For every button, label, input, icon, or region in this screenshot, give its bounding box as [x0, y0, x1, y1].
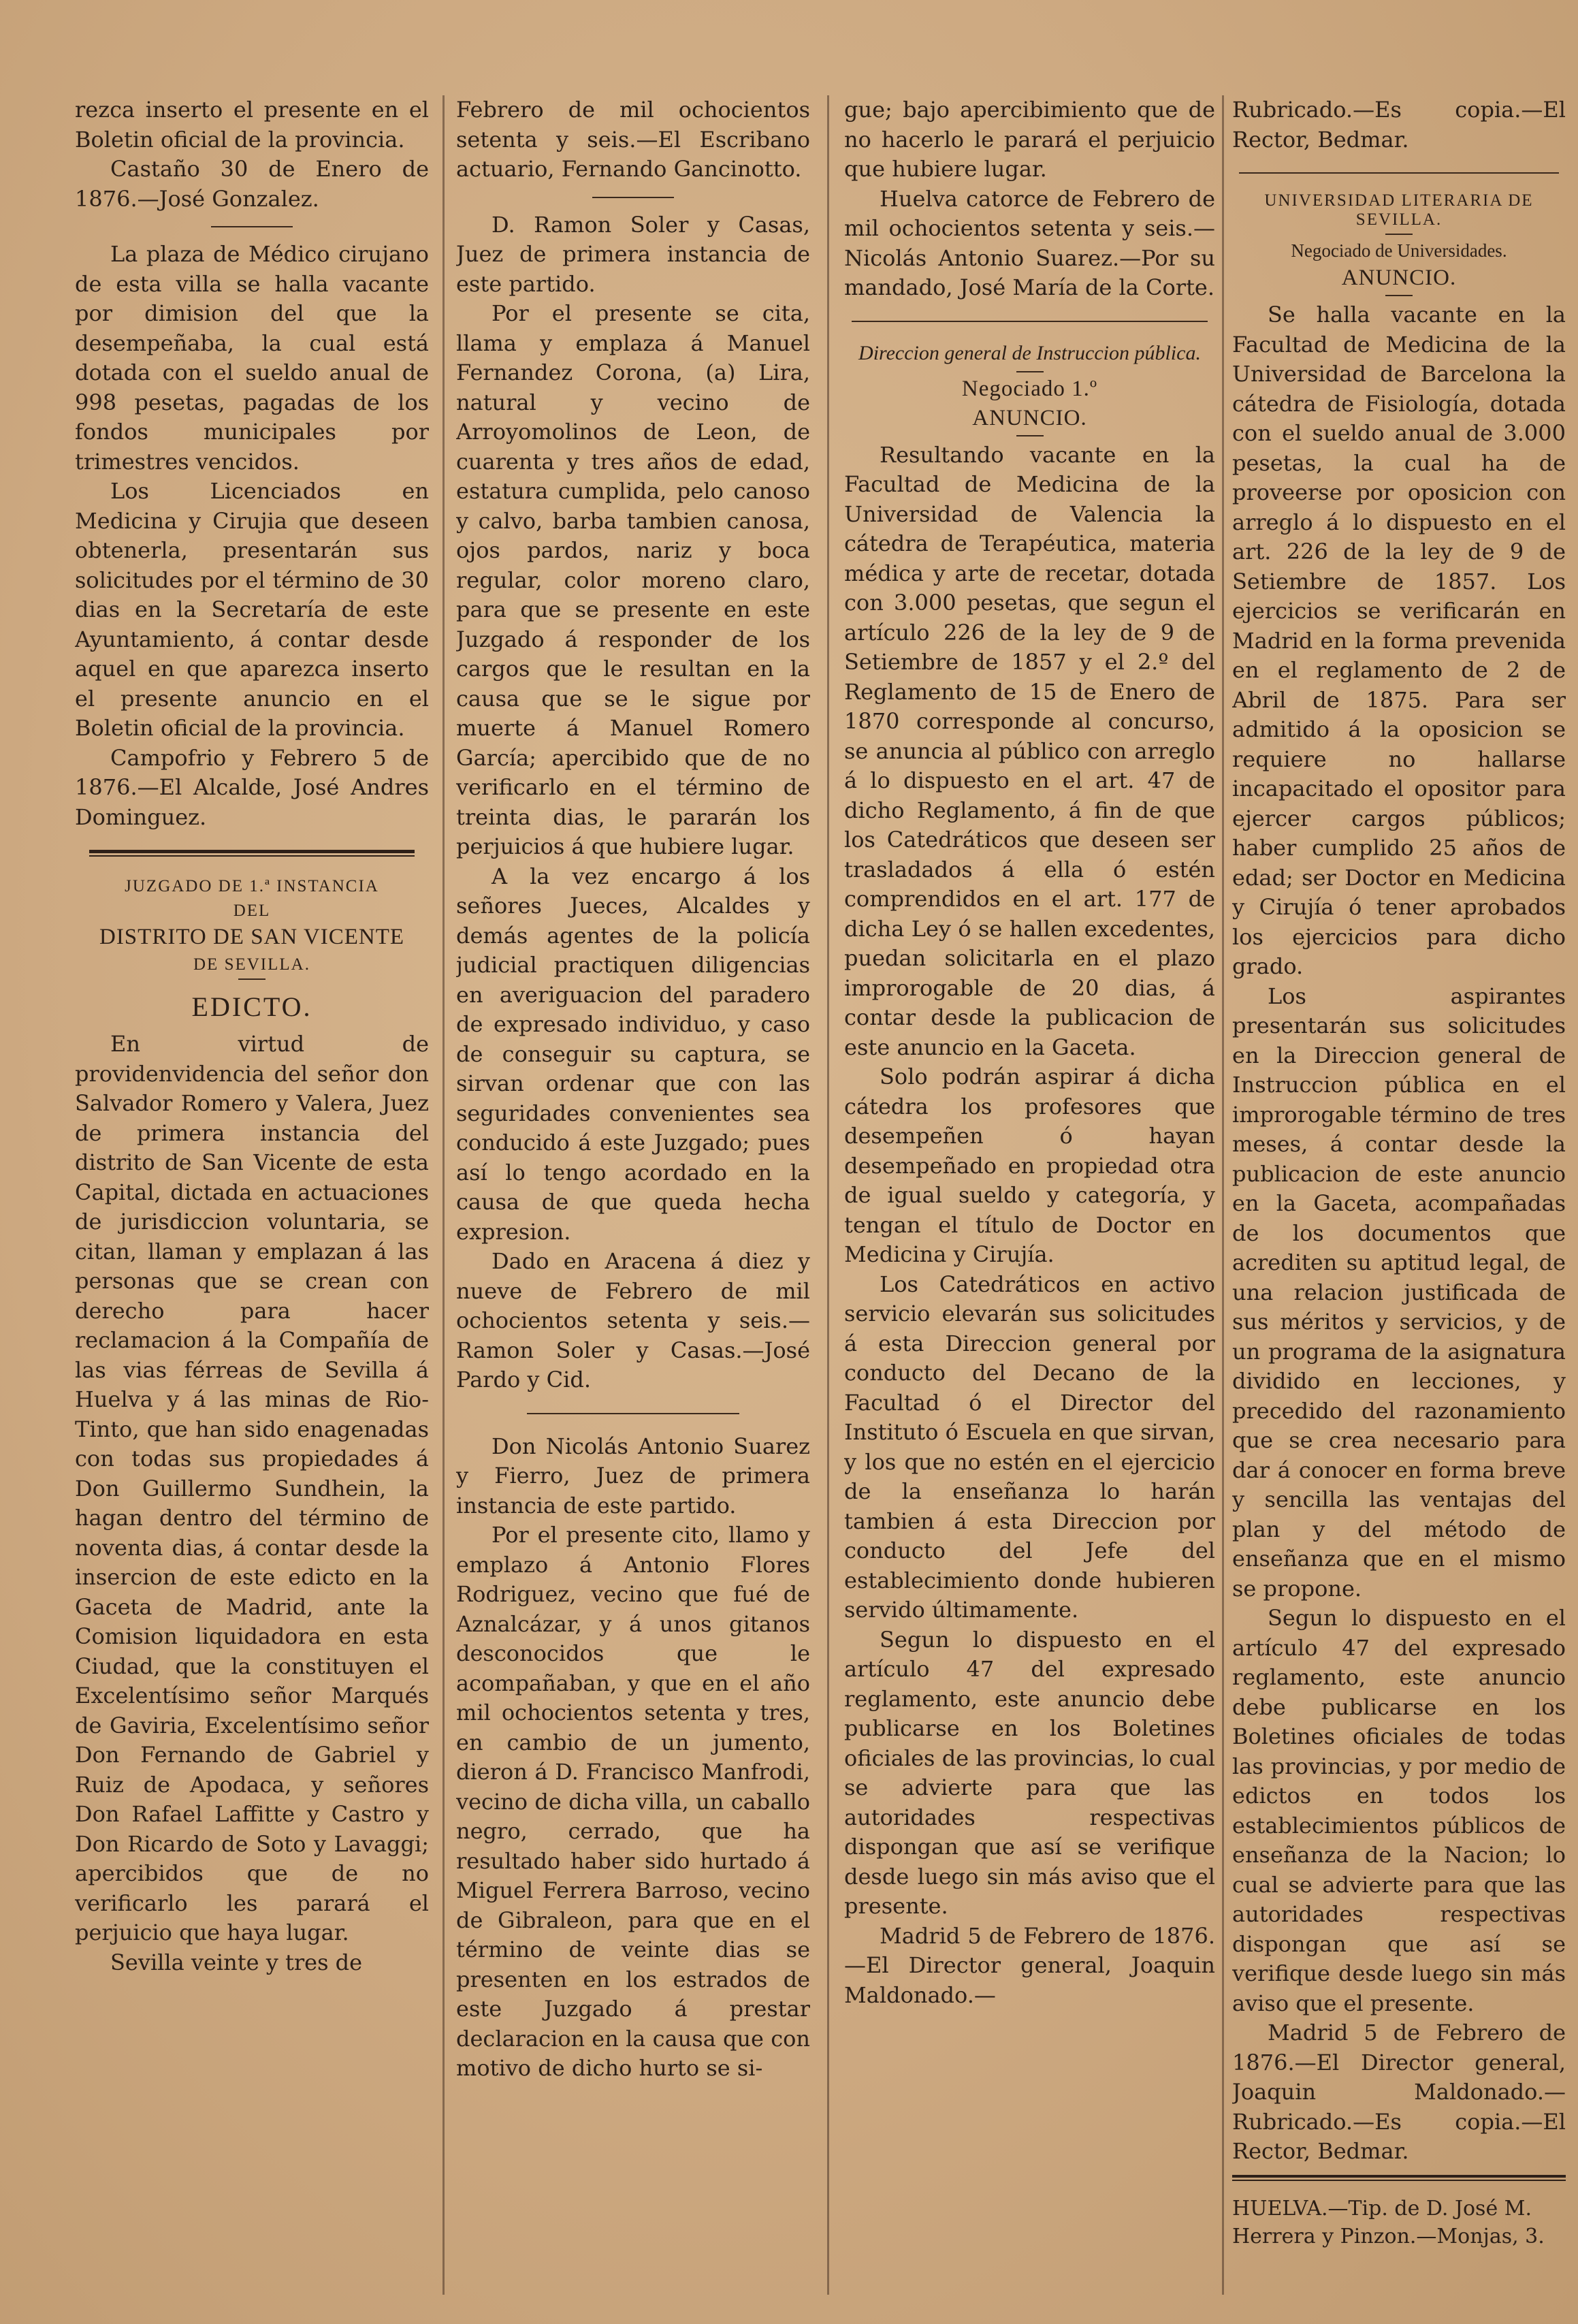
edicto-title: EDICTO. — [191, 991, 312, 1022]
section-rule — [89, 850, 415, 857]
paragraph: Por el presente cito, llamo y emplazo á Antonio Flores Rodriguez, vecino que fué de Aznalcázar, y á unos gitanos desconocidos que le acompañaban, y que en el año mil ochocientos setenta y tres, en cambio de un jumento, dieron á D. Francisco Manfrodi, vecino de dicha villa, un caballo negro, cerrado, que ha resultado haber sido hurtado á Miguel Ferrera Barroso, vecino de Gibraleon, para que en el término de veinte dias se presenten en los estrados de este Juzgado á prestar declaracion en la causa que con motivo de dicho hurto se si- — [456, 1522, 810, 2081]
court-heading: DISTRITO DE SAN VICENTE — [99, 925, 405, 949]
paragraph: Los Licenciados en Medicina y Cirujia que deseen obtenerla, presentarán sus solicitudes por el término de 30 dias en la Secretaría de este Ayuntamiento, á contar desde aquel en que aparezca inserto el presente anuncio en el Boletin oficial de la provincia. — [75, 478, 429, 741]
paragraph: La plaza de Médico cirujano de esta villa se halla vacante por dimision del que la desempeñaba, la cual está dotada con el sueldo anual de 998 pesetas, pagadas de los fondos municipales por trimestres vencidos. — [75, 241, 429, 475]
section-rule — [1385, 234, 1413, 235]
paragraph: Segun lo dispuesto en el artículo 47 del expresado reglamento, este anuncio debe publicarse en los Boletines oficiales de las provincias, lo cual se advierte para que las autoridades respectivas dispongan que así se verifique desde luego sin más aviso que el presente. — [844, 1626, 1215, 1919]
university-heading: UNIVERSIDAD LITERARIA DE SEVILLA. — [1264, 191, 1534, 229]
court-heading: DEL — [233, 902, 271, 920]
paragraph: En virtud de providenvidencia del señor don Salvador Romero y Valera, Juez de primera instancia del distrito de San Vicente de esta Capital, dictada en actuaciones de jurisdiccion voluntaria, se citan, llaman y emplazan á las personas que se crean con derecho para hacer reclamacion á la Compañía de las vias férreas de Sevilla á Huelva y á las minas de Rio-Tinto, que han sido enagenadas con todas sus propiedades á Don Guillermo Sundhein, la hagan dentro del término de noventa dias, á contar desde la insercion de este edicto en la Gaceta de Madrid, ante la Comision liquidadora en esta Ciudad, que la constituyen el Excelentísimo señor Marqués de Gaviria, Excelentísimo señor Don Fernando de Gabriel y Ruiz de Apodaca, y señores Don Rafael Laffitte y Castro y Don Ricardo de Soto y Lavaggi; apercibidos que de no verificarlo les parará el perjuicio que haya lugar. — [75, 1031, 429, 1945]
court-heading: JUZGADO DE 1.ª INSTANCIA — [125, 877, 379, 895]
paragraph: Se halla vacante en la Facultad de Medicina de la Universidad de Barcelona la cátedra de Fisiología, dotada con el sueldo anual de 3.000 pesetas, la cual ha de proveerse por oposicion con arreglo á lo dispuesto en el art. 226 de la ley de 9 de Setiembre de 1857. Los ejercicios se verificarán en Madrid en la forma prevenida en el reglamento de 2 de Abril de 1875. Para ser admitido á la oposicion se requiere no hallarse incapacitado el opositor para ejercer cargos públicos; haber cumplido 25 años de edad; ser Doctor en Medicina y Cirujía ó tener aprobados los ejercicios para dicho grado. — [1232, 302, 1566, 979]
paragraph: Don Nicolás Antonio Suarez y Fierro, Juez de primera instancia de este partido. — [456, 1433, 810, 1518]
section-rule — [1016, 371, 1044, 372]
column-divider — [827, 95, 829, 2295]
paragraph: Por el presente se cita, llama y emplaza á Manuel Fernandez Corona, (a) Lira, natural y vecino de Arroyomolinos de Leon, de cuarenta y tres años de edad, estatura cumplida, pelo canoso y calvo, barba tambien canosa, ojos pardos, nariz y boca regular, color moreno claro, para que se presente en este Juzgado á responder de los cargos que le resultan en la causa que se le sigue por muerte á Manuel Romero García; apercibido que de no verificarlo en el término de treinta dias, le pararán los perjuicios á que hubiere lugar. — [456, 300, 810, 859]
column-4 — [1232, 95, 1566, 2250]
section-rule — [1016, 435, 1044, 436]
court-heading: DE SEVILLA. — [193, 955, 310, 974]
signature: Madrid 5 de Febrero de 1876.—El Director general, Joaquin Maldonado.—Rubricado.—Es copia.—El Rector, Bedmar. — [1232, 2020, 1566, 2164]
signature: Rubricado.—Es copia.—El Rector, Bedmar. — [1232, 97, 1566, 153]
signature: Castaño 30 de Enero de 1876.—José Gonzalez. — [75, 156, 429, 212]
section-rule — [592, 197, 674, 198]
signature: Madrid 5 de Febrero de 1876.—El Director general, Joaquin Maldonado.— — [844, 1922, 1215, 2008]
paragraph: Resultando vacante en la Facultad de Medicina de la Universidad de Valencia la cátedra de Terapéutica, materia médica y arte de recetar, dotada con 3.000 pesetas, que segun el artículo 226 de la ley de 9 de Setiembre de 1857 y el 2.º del Reglamento de 15 de Enero de 1870 corresponde al concurso, se anuncia al público con arreglo á lo dispuesto en el art. 47 de dicho Reglamento, á fin de que los Catedráticos que deseen ser trasladados á ella ó estén comprendidos en el art. 177 de dicha Ley ó se hallen excedentes, puedan solicitarla en el plazo improrogable de 20 dias, á contar desde la publicacion de este anuncio en la Gaceta. — [844, 441, 1215, 1060]
paragraph: A la vez encargo á los señores Jueces, Alcaldes y demás agentes de la policía judicial practiquen diligencias en averiguacion del paradero de expresado individuo, y caso de conseguir su captura, se sirvan ordenar que con las seguridades convenientes sea conducido á este Juzgado; pues así lo tengo acordado en la causa de que queda hecha expresion. — [456, 863, 810, 1245]
paragraph: Los Catedráticos en activo servicio elevarán sus solicitudes á esta Direccion general por conducto del Decano de la Facultad ó el Director del Instituto ó Escuela en que sirvan, y los que no estén en el ejercicio de la enseñanza lo harán tambien á esta Direccion por conducto del Jefe del establecimiento donde hubieren servido últimamente. — [844, 1271, 1215, 1623]
column-divider — [1222, 95, 1224, 2295]
section-rule — [1385, 295, 1413, 296]
section-rule — [1239, 172, 1559, 174]
paragraph: Sevilla veinte y tres de — [110, 1949, 363, 1975]
section-rule — [527, 1413, 739, 1414]
section-rule — [852, 321, 1208, 322]
column-2 — [456, 95, 810, 2084]
signature: Campofrio y Febrero 5 de 1876.—El Alcalde, José Andres Dominguez. — [75, 744, 429, 830]
imprint-rule — [1232, 2175, 1566, 2181]
anuncio-title: ANUNCIO. — [1341, 266, 1457, 290]
paragraph: Solo podrán aspirar á dicha cátedra los profesores que desempeñen ó hayan desempeñado en propiedad otra de igual sueldo y categoría, y tengan el título de Doctor en Medicina y Cirujía. — [844, 1064, 1215, 1267]
paragraph: Los aspirantes presentarán sus solicitudes en la Direccion general de Instruccion pública en el improrogable término de tres meses, á contar desde la publicacion de este anuncio en la Gaceta, acompañadas de los documentos que acrediten su aptitud legal, de una relacion justificada de sus méritos y servicios, y de un programa de la asignatura dividido en lecciones, y precedido del razonamiento que se crea necesario para dar á conocer en forma breve y sencilla las ventajas del plan y del método de enseñanza que en el mismo se propone. — [1232, 983, 1566, 1602]
column-divider — [442, 95, 445, 2295]
signature: Dado en Aracena á diez y nueve de Febrero de mil ochocientos setenta y seis.—Ramon Soler y Casas.—José Pardo y Cid. — [456, 1248, 810, 1392]
anuncio-title: ANUNCIO. — [972, 405, 1087, 430]
section-rule — [211, 226, 293, 227]
printer-imprint: HUELVA.—Tip. de D. José M. Herrera y Pinzon.—Monjas, 3. — [1232, 2196, 1545, 2248]
paragraph: rezca inserto el presente en el Boletin oficial de la provincia. — [75, 97, 429, 153]
column-3 — [844, 95, 1215, 2010]
column-1 — [75, 95, 429, 1977]
section-rule — [238, 978, 265, 980]
paragraph: D. Ramon Soler y Casas, Juez de primera instancia de este partido. — [456, 211, 810, 297]
signature: Huelva catorce de Febrero de mil ochocientos setenta y seis.—Nicolás Antonio Suarez.—Por su mandado, José María de la Corte. — [844, 185, 1215, 300]
paragraph: Febrero de mil ochocientos setenta y seis.—El Escribano actuario, Fernando Gancinotto. — [456, 97, 810, 182]
negociado-heading: Negociado 1.º — [961, 376, 1098, 401]
paragraph: gue; bajo apercibimiento que de no hacerlo le parará el perjuicio que hubiere lugar. — [844, 97, 1215, 182]
direction-heading: Direccion general de Instruccion pública. — [858, 341, 1201, 364]
paragraph: Segun lo dispuesto en el artículo 47 del expresado reglamento, este anuncio debe publicarse en los Boletines oficiales de todas las provincias, y por medio de edictos en todos los establecimientos públicos de enseñanza de la Nacion; lo cual se advierte para que las autoridades respectivas dispongan que así se verifique desde luego sin más aviso que el presente. — [1232, 1605, 1566, 2016]
negociado-heading: Negociado de Universidades. — [1291, 240, 1507, 261]
